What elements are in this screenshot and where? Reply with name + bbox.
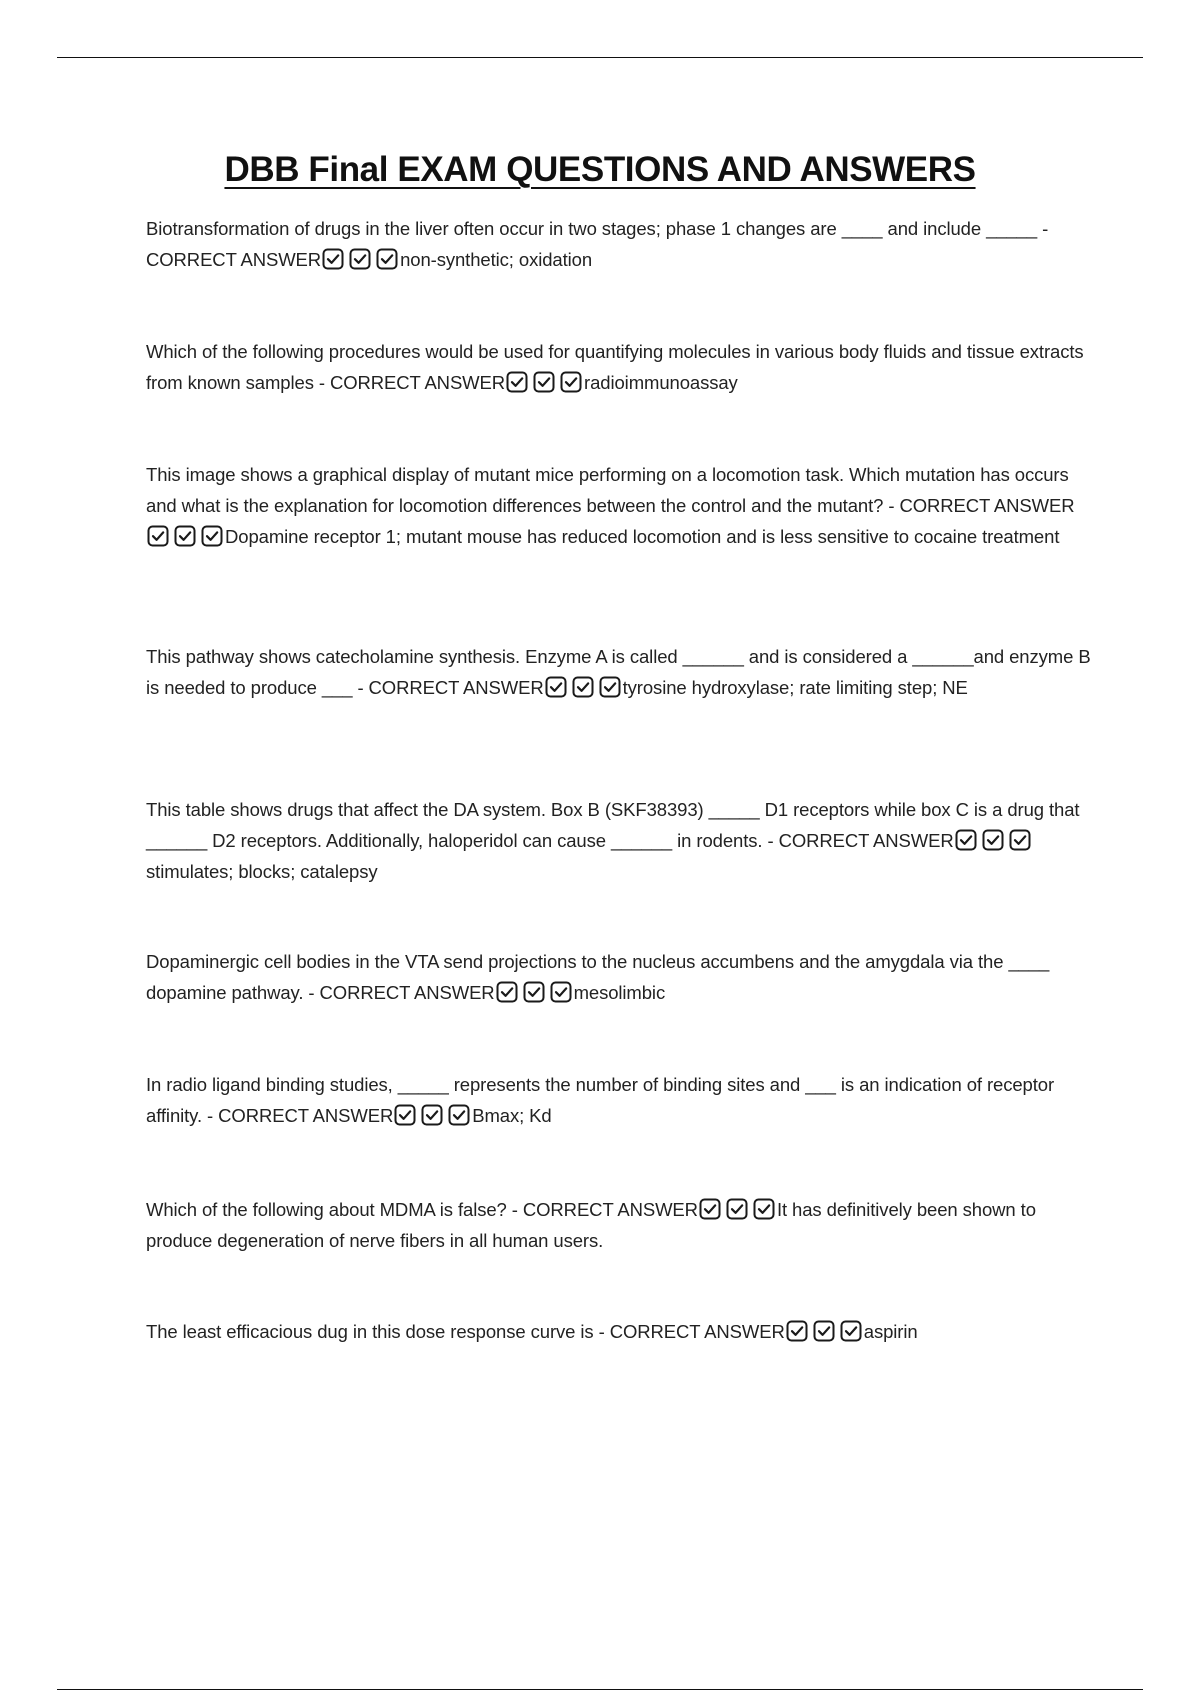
page-title: DBB Final EXAM QUESTIONS AND ANSWERS	[224, 150, 976, 189]
answer-text: Bmax; Kd	[472, 1105, 552, 1126]
checkmarks	[786, 1320, 862, 1342]
checkmarks	[496, 981, 572, 1003]
checkbox-checked-icon	[448, 1104, 470, 1126]
checkbox-checked-icon	[201, 525, 223, 547]
qa-item	[146, 1316, 1091, 1347]
question-text: In radio ligand binding studies, _____ represents the number of binding sites and ___ is an indication of receptor affinity.	[146, 1074, 1055, 1126]
checkbox-checked-icon	[174, 525, 196, 547]
checkbox-checked-icon	[147, 525, 169, 547]
separator: -	[1037, 218, 1049, 239]
checkbox-checked-icon	[322, 248, 344, 270]
correct-answer-label: CORRECT ANSWER	[146, 249, 322, 270]
correct-answer-label: CORRECT ANSWER	[218, 1105, 394, 1126]
qa-item	[146, 1069, 1091, 1131]
checkmarks	[699, 1198, 775, 1220]
bottom-rule	[57, 1689, 1143, 1690]
checkbox-checked-icon	[726, 1198, 748, 1220]
correct-answer-label: CORRECT ANSWER	[778, 830, 954, 851]
correct-answer-label: CORRECT ANSWER	[899, 495, 1075, 516]
qa-item	[146, 213, 1091, 275]
top-rule	[57, 57, 1143, 58]
separator: -	[202, 1105, 219, 1126]
answer-text: radioimmunoassay	[584, 372, 738, 393]
checkbox-checked-icon	[982, 829, 1004, 851]
answer-text: stimulates; blocks; catalepsy	[146, 861, 378, 882]
question-text: Biotransformation of drugs in the liver often occur in two stages; phase 1 changes are ____ and include _____	[146, 218, 1038, 239]
checkmarks	[506, 371, 582, 393]
checkmarks	[545, 676, 621, 698]
checkmarks	[955, 829, 1031, 851]
checkbox-checked-icon	[560, 371, 582, 393]
checkbox-checked-icon	[572, 676, 594, 698]
checkbox-checked-icon	[394, 1104, 416, 1126]
checkbox-checked-icon	[813, 1320, 835, 1342]
checkbox-checked-icon	[599, 676, 621, 698]
qa-item	[146, 336, 1091, 398]
qa-item	[146, 459, 1091, 552]
question-text: Which of the following about MDMA is false?	[146, 1199, 507, 1220]
answer-text: tyrosine hydroxylase; rate limiting step; NE	[622, 677, 968, 698]
question-text: This table shows drugs that affect the DA system. Box B (SKF38393) _____ D1 receptors while box C is a drug that ______ D2 receptors. Additionally, haloperidol can cause ______ in rodents.	[146, 799, 1080, 851]
checkbox-checked-icon	[753, 1198, 775, 1220]
qa-item	[146, 794, 1091, 887]
separator: -	[593, 1321, 610, 1342]
separator: -	[762, 830, 779, 851]
checkbox-checked-icon	[496, 981, 518, 1003]
checkbox-checked-icon	[550, 981, 572, 1003]
checkbox-checked-icon	[699, 1198, 721, 1220]
separator: -	[313, 372, 330, 393]
checkbox-checked-icon	[786, 1320, 808, 1342]
checkmarks	[147, 525, 223, 547]
question-text: This image shows a graphical display of mutant mice performing on a locomotion task. Which mutation has occurs and what is the explanation for locomotion differences between the control and the mutant?	[146, 464, 1069, 516]
checkbox-checked-icon	[1009, 829, 1031, 851]
checkbox-checked-icon	[506, 371, 528, 393]
checkbox-checked-icon	[376, 248, 398, 270]
checkbox-checked-icon	[955, 829, 977, 851]
question-text: Dopaminergic cell bodies in the VTA send projections to the nucleus accumbens and the amygdala via the ____ dopamine pathway.	[146, 951, 1050, 1003]
answer-text: It has definitively been shown to produce degeneration of nerve fibers in all human users.	[146, 1199, 1036, 1251]
correct-answer-label: CORRECT ANSWER	[609, 1321, 785, 1342]
correct-answer-label: CORRECT ANSWER	[522, 1199, 698, 1220]
qa-item	[146, 1194, 1091, 1256]
checkbox-checked-icon	[349, 248, 371, 270]
checkbox-checked-icon	[523, 981, 545, 1003]
question-text: The least efficacious dug in this dose response curve is	[146, 1321, 594, 1342]
qa-item	[146, 641, 1091, 703]
correct-answer-label: CORRECT ANSWER	[329, 372, 506, 393]
question-text: Which of the following procedures would be used for quantifying molecules in various body fluids and tissue extracts from known samples	[146, 341, 1084, 393]
answer-text: non-synthetic; oxidation	[400, 249, 593, 270]
separator: -	[352, 677, 369, 698]
question-text: This pathway shows catecholamine synthesis. Enzyme A is called ______ and is considered a ______and enzyme B is needed to produce ___	[146, 646, 1091, 698]
checkmarks	[394, 1104, 470, 1126]
checkbox-checked-icon	[840, 1320, 862, 1342]
checkbox-checked-icon	[533, 371, 555, 393]
answer-text: mesolimbic	[573, 982, 666, 1003]
checkbox-checked-icon	[545, 676, 567, 698]
qa-item	[146, 946, 1091, 1008]
correct-answer-label: CORRECT ANSWER	[368, 677, 544, 698]
checkmarks	[322, 248, 398, 270]
answer-text: aspirin	[863, 1321, 918, 1342]
checkbox-checked-icon	[421, 1104, 443, 1126]
separator: -	[506, 1199, 523, 1220]
separator: -	[303, 982, 320, 1003]
answer-text: Dopamine receptor 1; mutant mouse has reduced locomotion and is less sensitive to cocaine treatment	[225, 526, 1060, 547]
correct-answer-label: CORRECT ANSWER	[319, 982, 495, 1003]
separator: -	[883, 495, 900, 516]
